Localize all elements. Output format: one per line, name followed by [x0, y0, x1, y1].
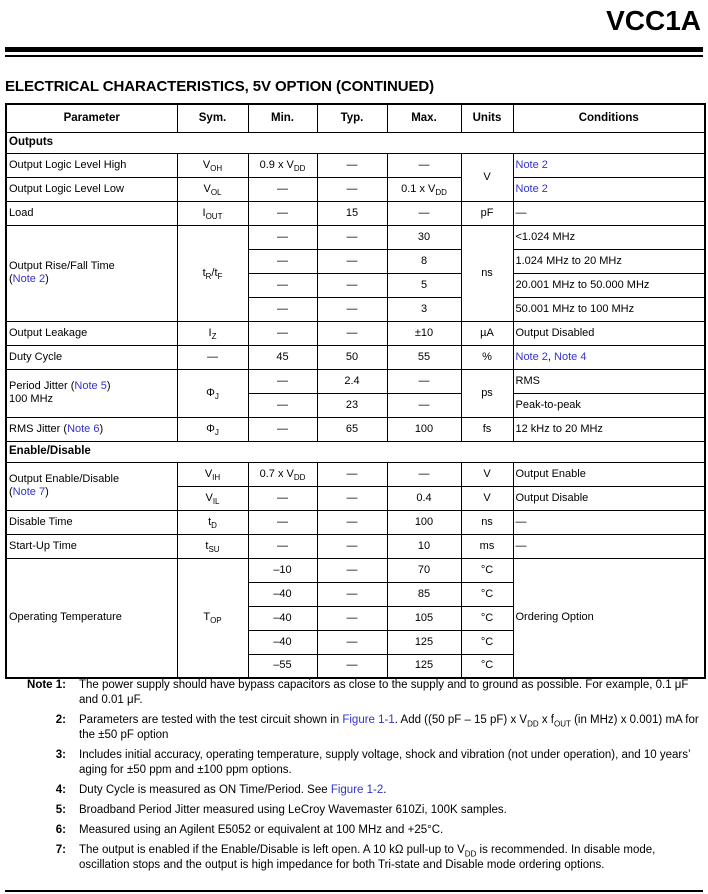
note-link[interactable]: Note 2 — [12, 273, 46, 285]
cell-typ: 2.4 — [317, 369, 387, 393]
cell-max: 85 — [387, 582, 461, 606]
note-number: 3: — [55, 749, 66, 761]
column-header-conditions: Conditions — [513, 104, 705, 132]
note-number: 4: — [55, 784, 66, 796]
section-label: Outputs — [6, 132, 705, 153]
cell-min: — — [248, 225, 317, 249]
note-link[interactable]: Note 2 — [515, 350, 548, 363]
cell-min: — — [248, 486, 317, 510]
cell-units: V — [461, 462, 513, 486]
cell-symbol: $t_{SU}$ — [177, 534, 248, 558]
cell-max: 10 — [387, 534, 461, 558]
cell-parameter: Disable Time — [6, 510, 177, 534]
notes-section — [8, 678, 703, 878]
header-rule-thick — [5, 47, 703, 52]
section-heading: ELECTRICAL CHARACTERISTICS, 5V OPTION (CONTINUED) — [5, 78, 435, 95]
cell-min: –10 — [248, 558, 317, 582]
note-number: 2: — [55, 714, 66, 726]
cell-max: 125 — [387, 654, 461, 678]
cell-typ: — — [317, 510, 387, 534]
cell-min: — — [248, 393, 317, 417]
cell-typ: — — [317, 153, 387, 177]
cell-typ: 23 — [317, 393, 387, 417]
column-header-min: Min. — [248, 104, 317, 132]
cell-max: 0.4 — [387, 486, 461, 510]
cell-max: 125 — [387, 630, 461, 654]
cell-typ: 15 — [317, 201, 387, 225]
column-header-units: Units — [461, 104, 513, 132]
column-header-max: Max. — [387, 104, 461, 132]
cell-max: 100 — [387, 417, 461, 441]
cell-min: –55 — [248, 654, 317, 678]
cell-max: 70 — [387, 558, 461, 582]
cell-max: — — [387, 369, 461, 393]
cell-max: 30 — [387, 225, 461, 249]
cell-units: ps — [461, 369, 513, 417]
cell-max: — — [387, 462, 461, 486]
cell-min: — — [248, 369, 317, 393]
cell-conditions: 12 kHz to 20 MHz — [513, 417, 705, 441]
cell-symbol: $\Phi_J$ — [177, 417, 248, 441]
cell-conditions — [513, 153, 705, 177]
note-link[interactable]: Note 4 — [554, 350, 587, 363]
page-title: VCC1A — [606, 5, 701, 36]
cell-units: °C — [461, 654, 513, 678]
cell-typ: — — [317, 534, 387, 558]
cell-parameter: Output Logic Level Low — [6, 177, 177, 201]
cell-units: % — [461, 345, 513, 369]
cell-min: –40 — [248, 630, 317, 654]
note-text: Duty Cycle is measured as ON Time/Period. See Figure 1-2. — [79, 784, 387, 796]
header-rule-thin — [5, 55, 703, 57]
cell-typ: — — [317, 582, 387, 606]
cell-conditions: 1.024 MHz to 20 MHz — [513, 249, 705, 273]
cell-typ: — — [317, 486, 387, 510]
note-text: Includes initial accuracy, operating temperature, supply voltage, shock and vibration (not under operation), and 10 years’ aging for ±50 ppm and ±100 ppm options. — [79, 749, 691, 776]
cell-min: — — [248, 201, 317, 225]
cell-min: — — [248, 177, 317, 201]
cell-min: 45 — [248, 345, 317, 369]
cell-max: — — [387, 201, 461, 225]
cell-max: 5 — [387, 273, 461, 297]
cell-parameter: Output Rise/Fall Time (Note 2) — [6, 225, 177, 321]
cell-min: — — [248, 273, 317, 297]
cell-typ: — — [317, 273, 387, 297]
cell-symbol: $I_{OUT}$ — [177, 201, 248, 225]
note-item — [8, 748, 703, 778]
cell-symbol: $T_{OP}$ — [177, 558, 248, 678]
cell-parameter: Operating Temperature — [6, 558, 177, 678]
note-item — [8, 783, 703, 798]
cell-typ: — — [317, 606, 387, 630]
column-header-parameter: Parameter — [6, 104, 177, 132]
cell-max: — — [387, 153, 461, 177]
cell-units: °C — [461, 558, 513, 582]
column-header-sym: Sym. — [177, 104, 248, 132]
cell-min: — — [248, 297, 317, 321]
cell-max: 8 — [387, 249, 461, 273]
cell-symbol: $V_{IL}$ — [177, 486, 248, 510]
cell-units: V — [461, 486, 513, 510]
note-item — [8, 843, 703, 873]
column-header-typ: Typ. — [317, 104, 387, 132]
cell-typ: — — [317, 630, 387, 654]
cell-units: °C — [461, 606, 513, 630]
cell-typ: — — [317, 321, 387, 345]
cell-min: 0.7 x $V_{DD}$ — [248, 462, 317, 486]
note-text: Measured using an Agilent E5052 or equivalent at 100 MHz and +25°C. — [79, 824, 444, 836]
cell-min: — — [248, 510, 317, 534]
cell-max: 100 — [387, 510, 461, 534]
cell-min: — — [248, 321, 317, 345]
cell-min: — — [248, 534, 317, 558]
cell-units: ns — [461, 510, 513, 534]
cell-typ: — — [317, 297, 387, 321]
cell-typ: — — [317, 249, 387, 273]
note-text: Parameters are tested with the test circuit shown in Figure 1-1. Add ((50 pF – 15 pF) x $V_{DD}$ x $f_{OUT}$ (in MHz) x 0.001) mA for the ±50 pF option — [79, 714, 699, 741]
cell-units: V — [461, 153, 513, 201]
cell-conditions: — — [513, 510, 705, 534]
cell-parameter: Start-Up Time — [6, 534, 177, 558]
cell-units: fs — [461, 417, 513, 441]
note-item — [8, 803, 703, 818]
note-number: 5: — [55, 804, 66, 816]
cell-conditions: 20.001 MHz to 50.000 MHz — [513, 273, 705, 297]
cell-min: –40 — [248, 582, 317, 606]
cell-max: 105 — [387, 606, 461, 630]
cell-min: — — [248, 249, 317, 273]
cell-parameter: RMS Jitter (Note 6) — [6, 417, 177, 441]
cell-units: °C — [461, 582, 513, 606]
cell-conditions: Output Enable — [513, 462, 705, 486]
cell-min: –40 — [248, 606, 317, 630]
note-link[interactable]: Note 7 — [12, 486, 46, 498]
cell-symbol: $V_{IH}$ — [177, 462, 248, 486]
cell-max: 55 — [387, 345, 461, 369]
cell-conditions: RMS — [513, 369, 705, 393]
cell-parameter: Output Leakage — [6, 321, 177, 345]
cell-conditions: Output Disable — [513, 486, 705, 510]
cell-max: 0.1 x $V_{DD}$ — [387, 177, 461, 201]
note-item — [8, 713, 703, 743]
cell-max: — — [387, 393, 461, 417]
cell-min: 0.9 x $V_{DD}$ — [248, 153, 317, 177]
cell-parameter: Duty Cycle — [6, 345, 177, 369]
cell-conditions — [513, 177, 705, 201]
electrical-characteristics-table — [5, 103, 706, 679]
note-item — [8, 678, 703, 708]
cell-typ: — — [317, 654, 387, 678]
cell-typ: — — [317, 462, 387, 486]
note-number: 6: — [55, 824, 66, 836]
table-header-row — [6, 104, 705, 132]
cell-parameter: Output Logic Level High — [6, 153, 177, 177]
cell-units: °C — [461, 630, 513, 654]
cell-units: ms — [461, 534, 513, 558]
cell-symbol: $t_D$ — [177, 510, 248, 534]
note-number: Note 1: — [27, 679, 66, 691]
cell-symbol: $I_Z$ — [177, 321, 248, 345]
cell-typ: 65 — [317, 417, 387, 441]
cell-conditions: — — [513, 534, 705, 558]
cell-symbol: $V_{OL}$ — [177, 177, 248, 201]
note-text: Broadband Period Jitter measured using LeCroy Wavemaster 610Zi, 100K samples. — [79, 804, 507, 816]
note-number: 7: — [55, 844, 66, 856]
figure-link[interactable]: Figure 1-1 — [342, 714, 395, 726]
cell-min: — — [248, 417, 317, 441]
cell-max: ±10 — [387, 321, 461, 345]
cell-conditions: <1.024 MHz — [513, 225, 705, 249]
cell-typ: — — [317, 558, 387, 582]
note-item — [8, 823, 703, 838]
cell-units: ns — [461, 225, 513, 321]
figure-link[interactable]: Figure 1-2 — [330, 784, 384, 796]
cell-units: µA — [461, 321, 513, 345]
note-link[interactable]: Note 5 — [74, 380, 107, 392]
note-link[interactable]: Note 2 — [515, 182, 548, 195]
note-link[interactable]: Note 6 — [67, 422, 100, 435]
cell-symbol: $V_{OH}$ — [177, 153, 248, 177]
cell-units: pF — [461, 201, 513, 225]
cell-symbol: $\Phi_J$ — [177, 369, 248, 417]
cell-conditions: Output Disabled — [513, 321, 705, 345]
note-link[interactable]: Note 2 — [515, 158, 548, 171]
cell-conditions: Ordering Option — [513, 558, 705, 678]
cell-typ: 50 — [317, 345, 387, 369]
cell-parameter: Period Jitter (Note 5) 100 MHz — [6, 369, 177, 417]
cell-symbol: $t_R/t_F$ — [177, 225, 248, 321]
cell-conditions: 50.001 MHz to 100 MHz — [513, 297, 705, 321]
footer-rule — [5, 890, 703, 892]
cell-max: 3 — [387, 297, 461, 321]
cell-typ: — — [317, 177, 387, 201]
cell-symbol: — — [177, 345, 248, 369]
cell-typ: — — [317, 225, 387, 249]
note-text: The power supply should have bypass capacitors as close to the supply and to ground as possible. For example, 0.1 μF and 0.01 μF. — [79, 679, 689, 706]
cell-conditions: Note 2, Note 4 — [513, 345, 705, 369]
cell-parameter: Load — [6, 201, 177, 225]
cell-conditions: — — [513, 201, 705, 225]
note-text: The output is enabled if the Enable/Disable is left open. A 10 kΩ pull-up to $V_{DD}$ is recommended. In disable mode, oscillation stops and the output is high impedance for both Tri-state and Disable mode ordering options. — [79, 844, 656, 871]
section-label: Enable/Disable — [6, 441, 705, 462]
cell-conditions: Peak-to-peak — [513, 393, 705, 417]
cell-parameter: Output Enable/Disable (Note 7) — [6, 462, 177, 510]
